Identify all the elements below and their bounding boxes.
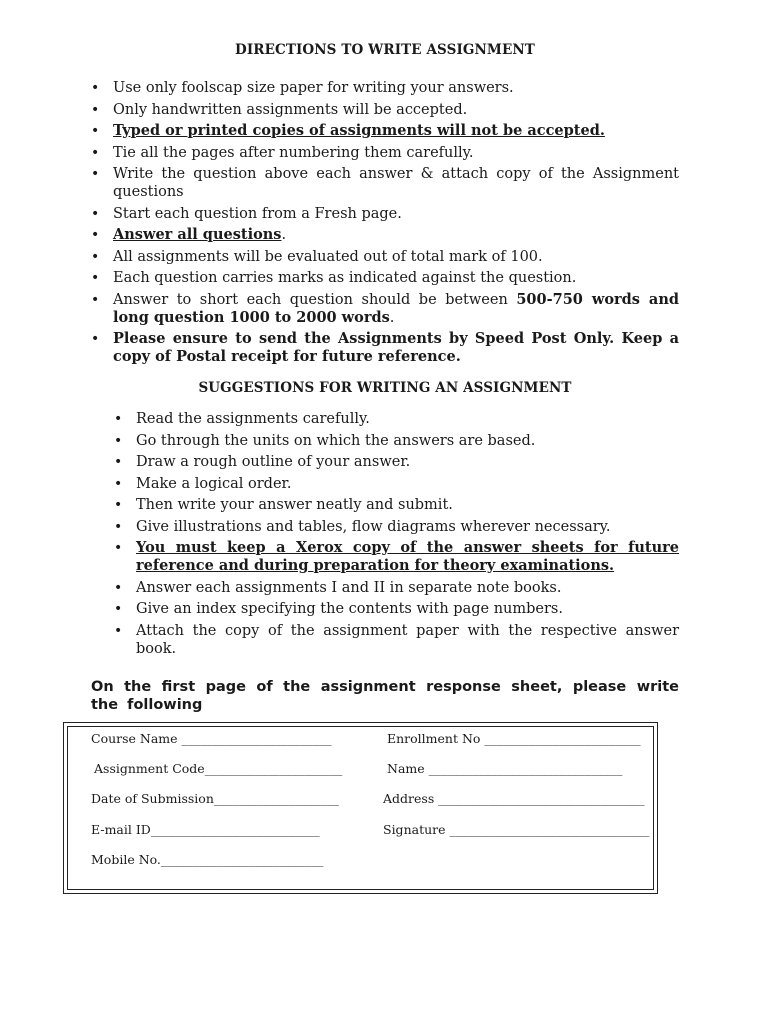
bullet-icon: • — [114, 497, 123, 513]
bullet-text: All assignments will be evaluated out of total mark of 100. — [113, 248, 543, 265]
mobile-no-field[interactable]: Mobile No.__________________________ — [91, 852, 324, 867]
direction-item — [91, 226, 679, 244]
suggestion-item — [114, 518, 679, 536]
bullet-icon: • — [91, 270, 100, 286]
bullet-text: Give an index specifying the contents with page numbers. — [136, 601, 563, 617]
assignment-code-field[interactable]: Assignment Code______________________ — [94, 761, 343, 776]
bullet-text: Make a logical order. — [136, 475, 292, 492]
bullet-icon: • — [91, 248, 100, 265]
suggestion-item — [114, 432, 679, 450]
bullet-icon: • — [114, 411, 123, 427]
suggestion-item — [114, 539, 679, 575]
bullet-text: Give illustrations and tables, flow diagrams wherever necessary. — [136, 518, 611, 535]
date-of-submission-field[interactable]: Date of Submission____________________ — [91, 791, 339, 806]
bullet-icon: • — [91, 144, 100, 161]
bullet-icon: • — [91, 205, 100, 222]
suggestion-item — [114, 600, 679, 618]
bullet-text: Start each question from a Fresh page. — [113, 205, 402, 222]
bullet-text: . — [389, 309, 395, 326]
bullet-icon: • — [114, 540, 123, 556]
direction-item — [91, 101, 679, 119]
directions-heading: DIRECTIONS TO WRITE ASSIGNMENT — [235, 42, 535, 58]
direction-item — [91, 79, 679, 97]
bullet-icon: • — [91, 101, 100, 118]
bullet-text: You must keep a Xerox copy of the answer sheets for future reference and during preparation for theory examinations. — [136, 539, 679, 574]
bullet-text: Then write your answer neatly and submit. — [136, 497, 453, 513]
bullet-text: Please ensure to send the Assignments by Speed Post Only. Keep a copy of Postal receipt for future reference. — [113, 330, 679, 365]
suggestion-item — [114, 475, 679, 493]
bullet-icon: • — [91, 80, 100, 96]
bullet-icon: • — [114, 475, 123, 492]
suggestion-item — [114, 622, 679, 658]
bullet-icon: • — [91, 291, 100, 308]
suggestion-item — [114, 579, 679, 597]
bullet-text: . — [281, 227, 287, 243]
name-field[interactable]: Name _______________________________ — [387, 761, 623, 776]
suggestion-item — [114, 410, 679, 428]
bullet-text: Only handwritten assignments will be accepted. — [113, 101, 468, 118]
bullet-text: Answer all questions — [113, 226, 282, 243]
bullet-text: Write the question above each answer & attach copy of the Assignment questions — [113, 166, 679, 200]
bullet-icon: • — [91, 166, 100, 182]
bullet-text: Tie all the pages after numbering them carefully. — [113, 144, 474, 161]
bullet-text: 500-750 words and long question 1000 to 2000 words — [113, 290, 680, 326]
bullet-text: Answer to short each question should be between — [113, 291, 517, 308]
bullet-text: Use only foolscap size paper for writing your answers. — [113, 80, 514, 96]
signature-field[interactable]: Signature ________________________________ — [383, 822, 650, 837]
directions-list — [91, 79, 680, 370]
direction-item — [91, 144, 679, 162]
bullet-text: Typed or printed copies of assignments will not be accepted. — [113, 122, 605, 139]
direction-item — [91, 165, 679, 201]
bullet-text: Go through the units on which the answers are based. — [136, 432, 536, 449]
bullet-text: Draw a rough outline of your answer. — [136, 454, 411, 470]
bullet-icon: • — [114, 432, 123, 449]
bullet-text: Read the assignments carefully. — [136, 411, 370, 427]
bullet-text: Answer each assignments I and II in separate note books. — [136, 579, 562, 596]
bullet-icon: • — [91, 227, 100, 243]
suggestion-item — [114, 496, 679, 514]
direction-item — [91, 269, 679, 287]
course-name-field[interactable]: Course Name ________________________ — [91, 731, 332, 746]
bullet-icon: • — [91, 123, 100, 139]
student-details-form — [63, 722, 658, 894]
bullet-icon: • — [114, 579, 123, 596]
bullet-icon: • — [114, 601, 123, 617]
bullet-icon: • — [114, 518, 123, 535]
enrollment-no-field[interactable]: Enrollment No _________________________ — [387, 731, 641, 746]
email-id-field[interactable]: E-mail ID___________________________ — [91, 822, 320, 837]
bullet-icon: • — [114, 454, 123, 470]
bullet-icon: • — [114, 622, 123, 639]
direction-item — [91, 330, 679, 366]
bullet-icon: • — [91, 331, 100, 347]
address-field[interactable]: Address _________________________________ — [383, 791, 645, 806]
bullet-text: Each question carries marks as indicated against the question. — [113, 270, 577, 286]
first-page-instruction: On the first page of the assignment response sheet, please write the following — [91, 679, 679, 713]
suggestion-item — [114, 453, 679, 471]
direction-item — [91, 248, 679, 266]
suggestions-heading: SUGGESTIONS FOR WRITING AN ASSIGNMENT — [198, 380, 572, 396]
direction-item — [91, 122, 679, 140]
direction-item — [91, 290, 680, 327]
suggestions-list — [114, 410, 679, 661]
direction-item — [91, 205, 679, 223]
bullet-text: Attach the copy of the assignment paper with the respective answer book. — [136, 622, 679, 657]
